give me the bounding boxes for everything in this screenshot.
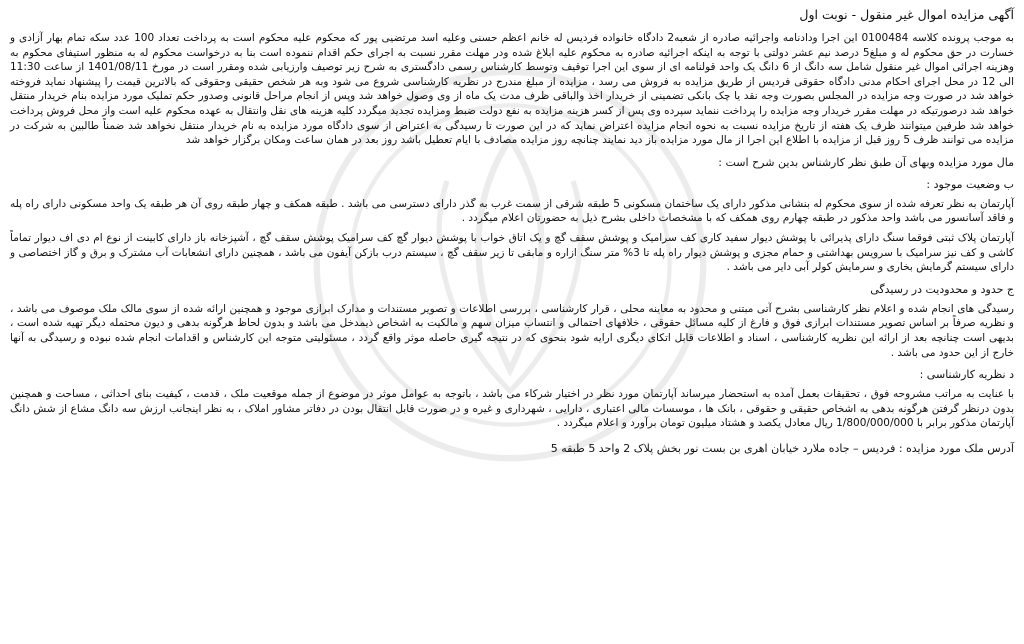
section-c-paragraph: رسیدگی های انجام شده و اعلام نظر کارشناسی بشرح آتی مبتنی و محدود به معاینه محلی ، قرار کارشناسی ، بررسی اطلاعات و تصویر مستندات و مدارک ابرازی موجود و همچنین ارائه شده از سوی مالک ملک موصوف می باشد ، و نظریه صرفاً بر اساس تصویر مستندات ابرازی فوق و فارغ از کلیه مسائل حقوقی ، خلافهای احتمالی و انتساب میزان سهم و مالکیت به اشخاص ذیمدخل می باشد و بدون لحاظ هرگونه بدهی و دیون محتمله دیگر تهیه شده است ، بدیهی است چنانچه بعد از ارائه این نظریه کارشناسی ، اسناد و اطلاعات قابل اتکای دیگری ارایه شود بنحوی که در نتیجه گیری حاصله موثر واقع گردد ، مسئولیتی متوجه این کارشناس و اقدامات انجام شده نبوده و رسیدگی به آنها خارج از این حدود می باشد .: [10, 302, 1014, 359]
section-d-heading: د نظریه کارشناسی :: [919, 368, 1014, 382]
notice-title: آگهی مزایده اموال غیر منقول - نوبت اول: [799, 7, 1014, 22]
section-b-heading: ب وضعیت موجود :: [926, 177, 1014, 191]
section-c-heading: ج حدود و محدودیت در رسیدگی: [870, 282, 1014, 296]
intro-paragraph: به موجب پرونده کلاسه 0100484 این اجرا ودادنامه واجرائیه صادره از شعبه2 دادگاه خانواده فردیس له خانم اعظم حسنی وعلیه اسد مرتضیی پور که محکوم علیه محکوم است به پرداخت تعداد 100 عدد سکه تمام بهار آزادی و خسارت در حق محکوم له و مبلغ5 درصد نیم عشر دولتی با توجه به اینکه اجرائیه صادره به محکوم علیه ابلاغ شده ودر مهلت مقرر نسبت به اجرای حکم اقدام ننموده است بنا به درخواست محکوم له به منظور استیفای محکوم به وهزینه اجرائی اموال غیر منقول شامل سه دانگ از 6 دانگ یک واحد قولنامه ای از سوی این اجرا توقیف وتوسط کارشناس رسمی دادگستری به شرح زیر توصیف وارزیابی شده ومقرر است در مورخ 1401/08/11 از ساعت 11:30 الی 12 در محل اجرای احکام مدنی دادگاه حقوقی فردیس از طریق مزایده به فروش می رسد ، مزایده از مبلغ مندرج در نظریه کارشناسی شروع می شود وبه هر شخص حقیقی وحقوقی که بالاترین قیمت را پیشنهاد نماید فروخته خواهد شد در صورت وجه مزایده در المجلس بصورت وجه نقد یا چک بانکی تضمینی از خریدار اخذ والباقی ظرف مدت یک ماه از وی وصول خواهد شد وپس از انجام مراحل قانونی وصدور حکم تملیک مورد مزایده بنام خریدار منتقل خواهد شد درصورتیکه در مهلت مقرر خریدار وجه مزایده را پرداخت ننماید سپرده وی پس از کسر هزینه مزایده به نفع دولت ضبط ومزایده تجدید میگردد کلیه هزینه های نقل وانتقال به عهده محکوم علیه است واز محل فروش پرداخت خواهد شد طرفین میتوانند ظرف یک هفته از تاریخ مزایده نسبت به نحوه انجام مزایده اعتراض نماید که در این صورت تا رسیدگی به اعتراض از سوی دادگاه مورد مزایده به نام خریدار منتقل نخواهد شد ضمناً طالبین به شرکت در مزایده می توانند ظرف 5 روز قبل از مزایده با اطلاع این اجرا از مال مورد مزایده باز دید نمایند چنانچه روز مزایده مصادف با ایام تعطیل باشد روز بعد در همان ساعت ومکان برگزار خواهد شد: [10, 32, 1014, 147]
section-b-paragraph-2: آپارتمان پلاک ثبتی فوقما سنگ دارای پذیرائی با پوشش دیوار سفید کاری کف سرامیک و پوشش سقف گچ و یک اتاق خواب با پوشش دیوار گچ کف سرامیک پوشش سقف گچ ، آشپزخانه باز دارای کابینت از نوع ام دی اف دیوار تماماً کاشی و کف نیز سرامیک با سرویس بهداشتی و حمام مجزی و پوشش دیوار راه پله تا 3% متر سنگ ازاره و مابقی تا زیر سقف گچ ، سیستم درب بازکن آیفون می باشد ، همچنین دارای انشعابات آب مشترک و برق و گاز اختصاصی و دارای سیستم گرمایش بخاری و سرمایش کولر آبی دایر می باشد .: [10, 231, 1014, 274]
section-b-paragraph-1: آپارتمان به نظر تعرفه شده از سوی محکوم له بنشانی مذکور دارای یک ساختمان مسکونی 5 طبقه شرقی از سمت غرب به گذر دارای دسترسی می باشد . طبقه همکف و چهار طبقه روی آن هر طبقه یک واحد مسکونی دارای راه پله و فاقد آسانسور می باشد واحد مذکور در طبقه چهارم روی همکف که با مشخصات داخلی بشرح ذیل به حضورتان اعلام میگردد .: [10, 197, 1014, 225]
section-d-paragraph: با عنایت به مراتب مشروحه فوق ، تحقیقات بعمل آمده به استحضار میرساند آپارتمان مورد نظر در اختیار شرکاء می باشد ، باتوجه به عوامل موثر در موضوع از جمله موقعیت ملک ، قدمت ، کیفیت بنای احداثی ، مساحت و همچنین بدون درنظر گرفتن هرگونه بدهی به اشخاص حقیقی و حقوقی ، بانک ها ، موسسات مالی اعتباری ، دارایی ، شهرداری و غیره و در صورت قابل انتقال بودن در دفاتر مشاور املاک ، به نظر اینجانب ارزش سه دانگ مشاع از شش دانگ آپارتمان مذکور برابر با 1/800/000/000 ریال معادل یکصد و هشتاد میلیون تومان برآورد و اعلام میگردد .: [10, 388, 1014, 430]
property-intro: مال مورد مزایده وبهای آن طبق نظر کارشناس بدین شرح است :: [718, 155, 1014, 169]
property-address: آدرس ملک مورد مزایده : فردیس – جاده ملارد خیابان اهری بن بست نور بخش پلاک 2 واحد 5 طبقه 5: [550, 441, 1014, 455]
